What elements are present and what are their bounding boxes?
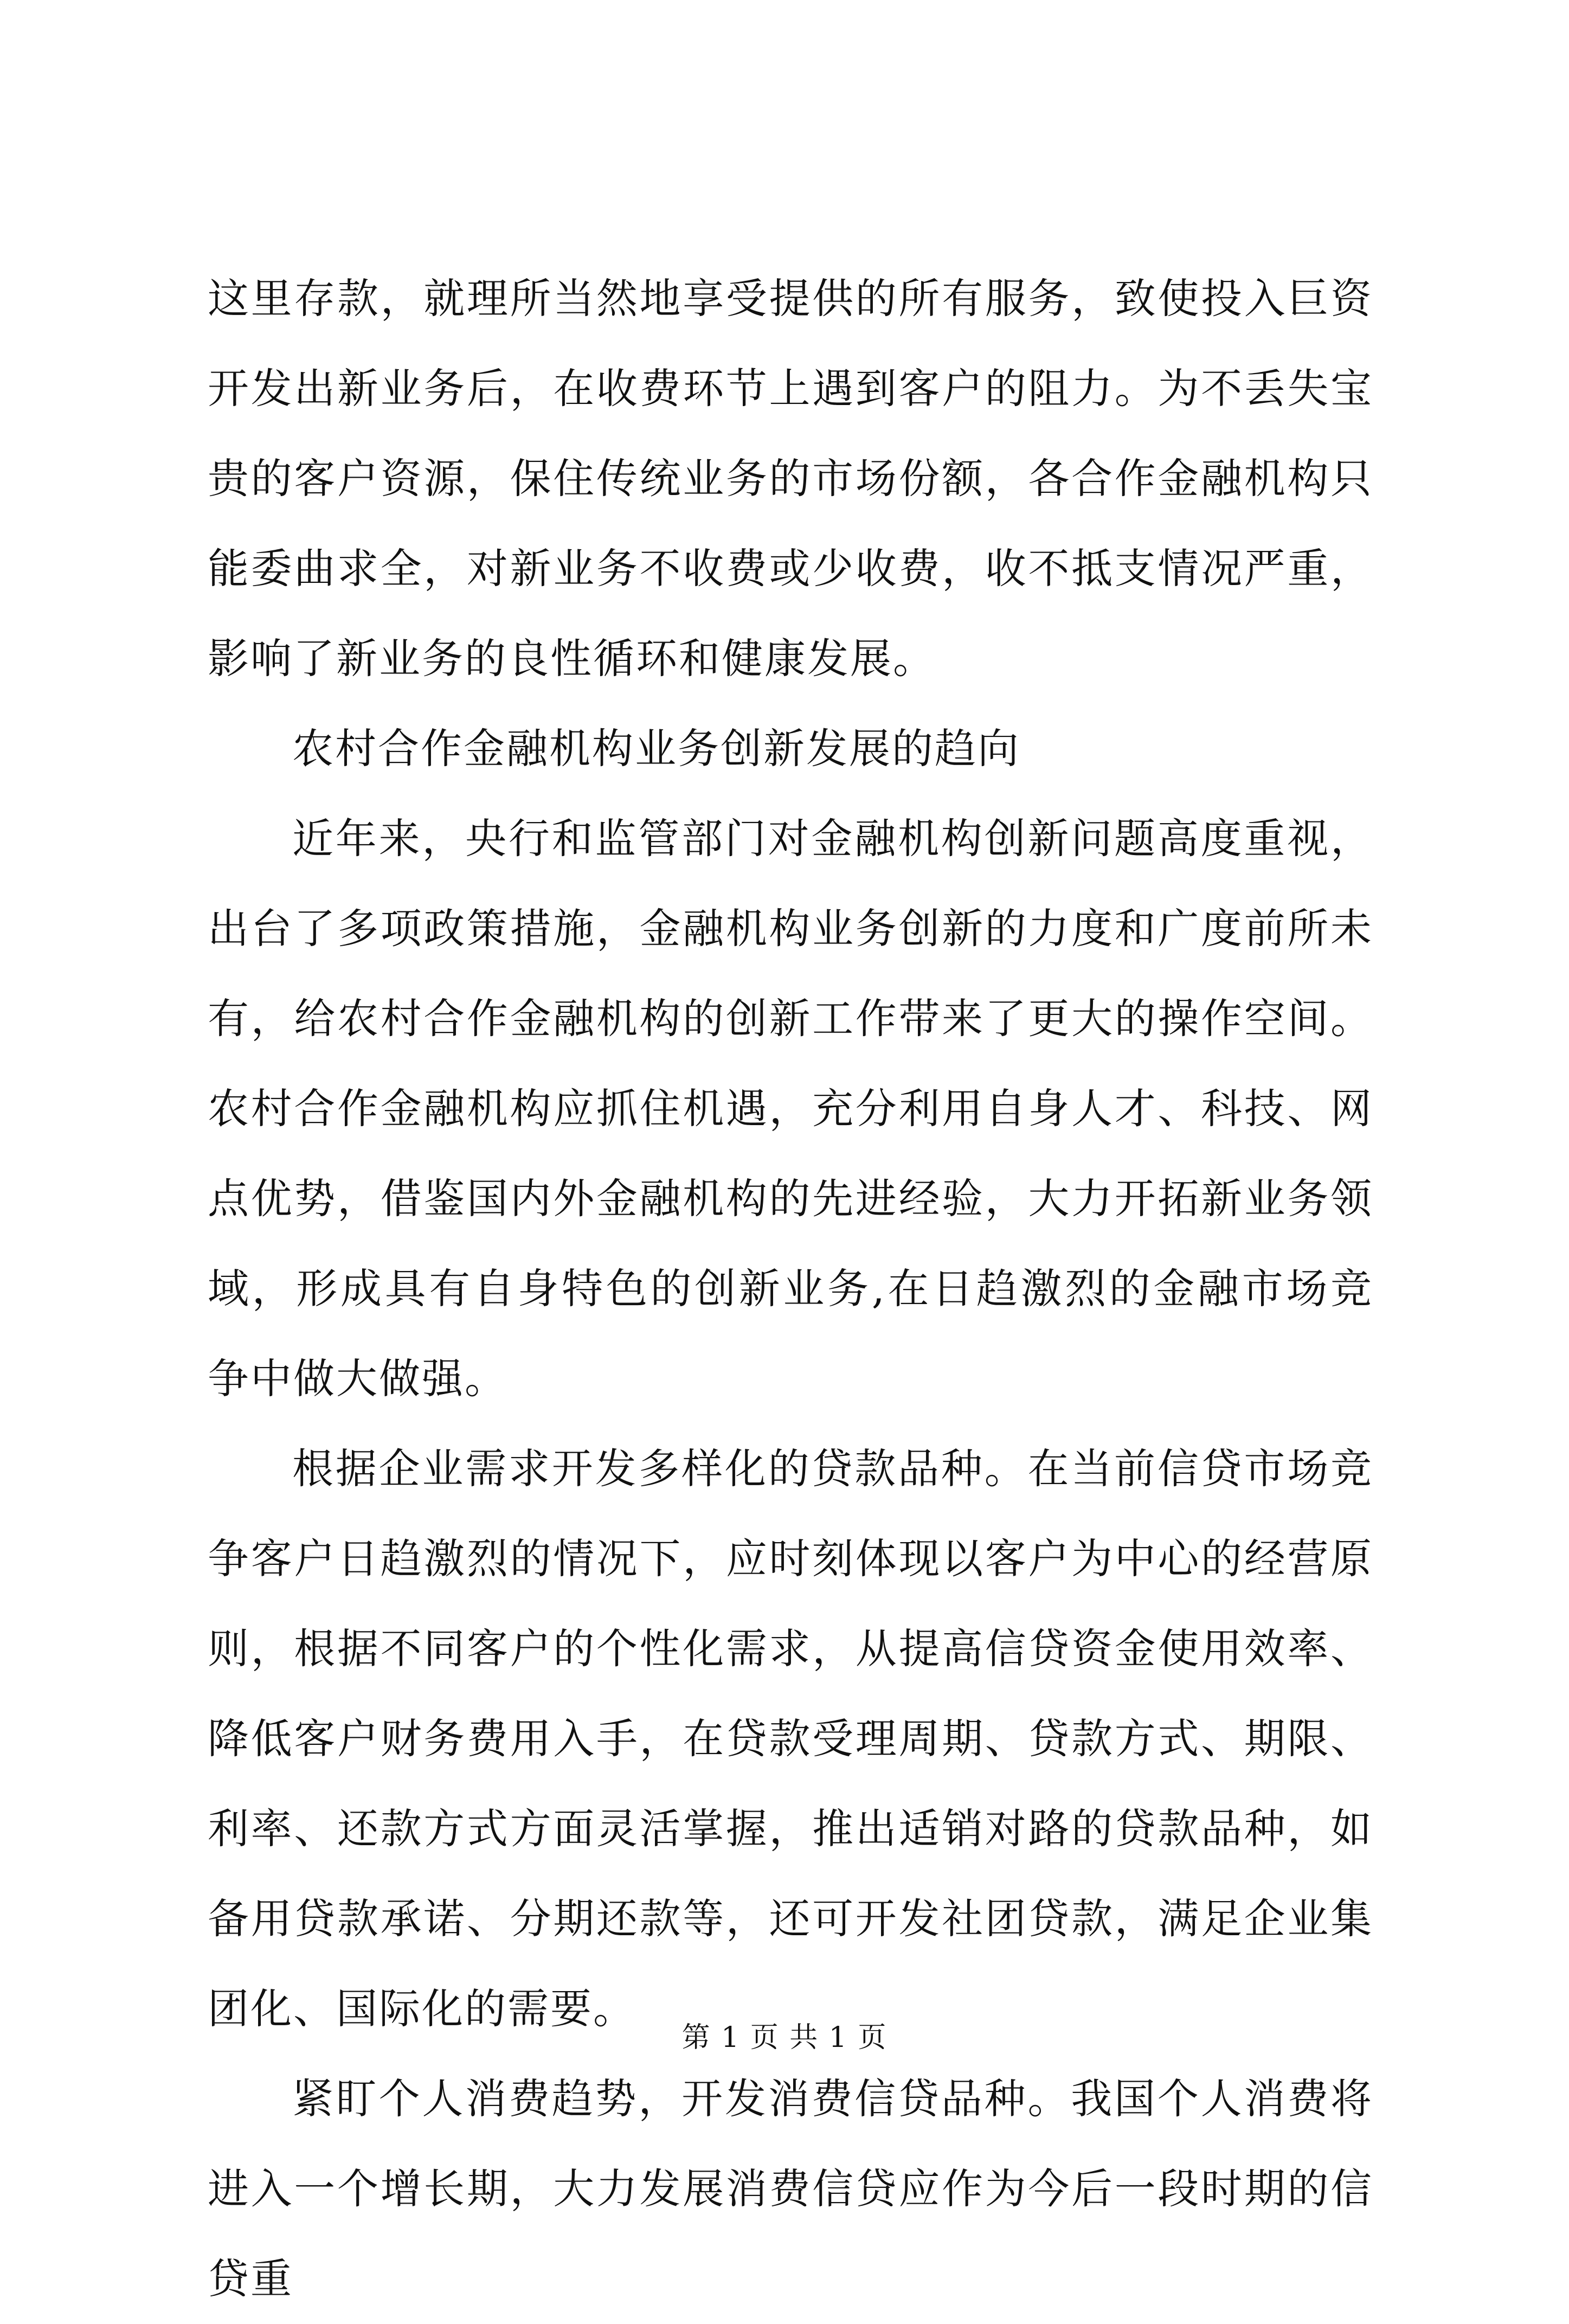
paragraph-consumer-credit: 紧盯个人消费趋势，开发消费信贷品种。我国个人消费将进入一个增长期，大力发展消费信贷应作为今后一段时期的信贷重 (208, 2075, 1373, 2303)
paragraph-continuation: 这里存款，就理所当然地享受提供的所有服务，致使投入巨资开发出新业务后，在收费环节上遇到客户的阻力。为不丢失宝贵的客户资源，保住传统业务的市场份额，各合作金融机构只能委曲求全，对新业务不收费或少收费，收不抵支情况严重，影响了新业务的良性循环和健康发展。 (208, 274, 1373, 683)
document-body (208, 254, 1373, 2324)
section-heading: 农村合作金融机构业务创新发展的趋向 (292, 724, 1020, 773)
page-footer: 第 1 页 共 1 页 (681, 2021, 888, 2054)
paragraph-loan-products: 根据企业需求开发多样化的贷款品种。在当前信贷市场竞争客户日趋激烈的情况下，应时刻体现以客户为中心的经营原则，根据不同客户的个性化需求，从提高信贷资金使用效率、降低客户财务费用入手，在贷款受理周期、贷款方式、期限、利率、还款方式方面灵活掌握，推出适销对路的贷款品种，如备用贷款承诺、分期还款等，还可开发社团贷款，满足企业集团化、国际化的需要。 (208, 1445, 1373, 2033)
paragraph-innovation-trend: 近年来，央行和监管部门对金融机构创新问题高度重视，出台了多项政策措施，金融机构业务创新的力度和广度前所未有，给农村合作金融机构的创新工作带来了更大的操作空间。农村合作金融机构应抓住机遇，充分利用自身人才、科技、网点优势，借鉴国内外金融机构的先进经验，大力开拓新业务领域，形成具有自身特色的创新业务,在日趋激烈的金融市场竞争中做大做强。 (208, 814, 1373, 1403)
